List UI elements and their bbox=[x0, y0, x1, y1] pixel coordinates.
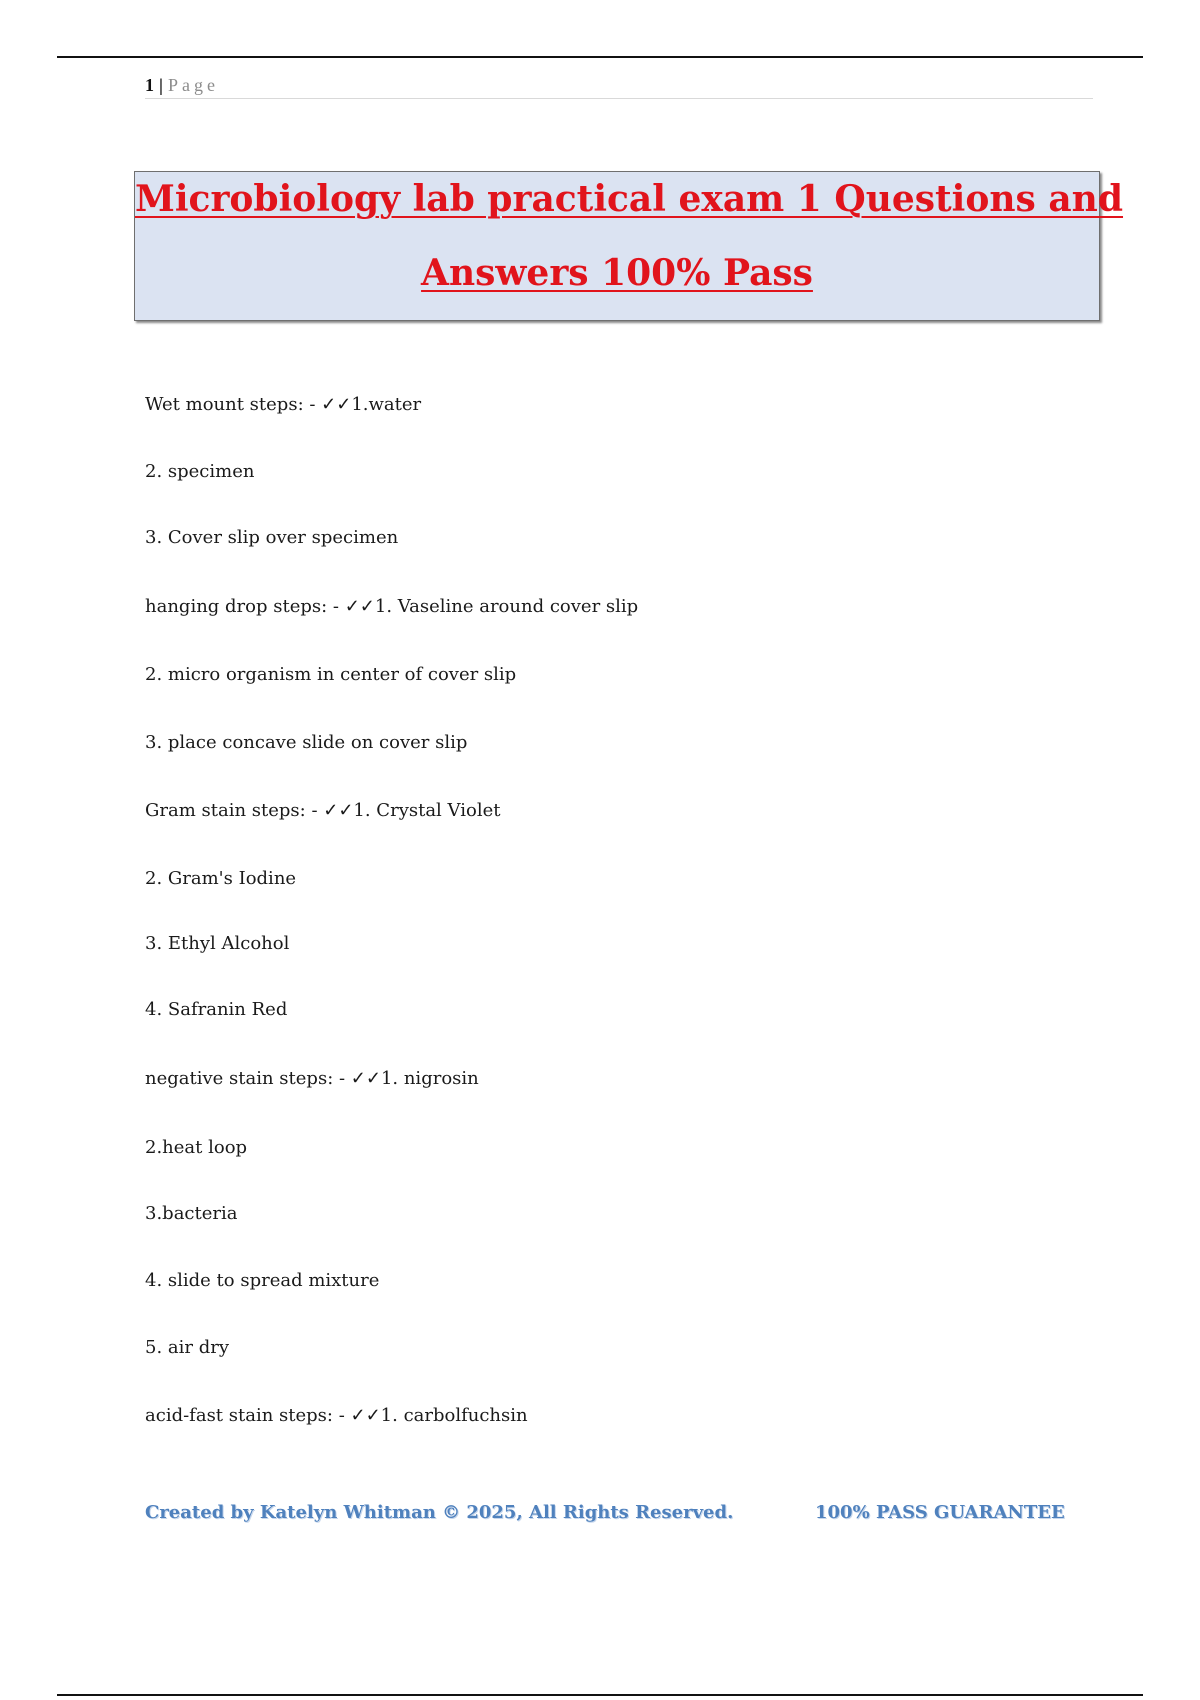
question-negative-stain: negative stain steps: - ✓✓1. nigrosin bbox=[145, 1068, 479, 1089]
answer-line: 4. slide to spread mixture bbox=[145, 1270, 380, 1291]
bottom-rule bbox=[57, 1694, 1143, 1696]
question-hanging-drop: hanging drop steps: - ✓✓1. Vaseline around cover slip bbox=[145, 596, 639, 617]
answer-line: 2. specimen bbox=[145, 461, 255, 482]
page-header bbox=[145, 72, 1093, 99]
page-label: Page bbox=[167, 75, 219, 95]
answer-line: 3. Ethyl Alcohol bbox=[145, 933, 290, 954]
title-box bbox=[134, 171, 1124, 321]
answer-line: 2.heat loop bbox=[145, 1137, 248, 1158]
answer-line: 2. Gram's Iodine bbox=[145, 868, 297, 889]
answer-line: 3. place concave slide on cover slip bbox=[145, 732, 468, 753]
footer-guarantee: 100% PASS GUARANTEE bbox=[815, 1502, 1065, 1523]
question-wet-mount: Wet mount steps: - ✓✓1.water bbox=[145, 394, 422, 415]
footer-copyright: Created by Katelyn Whitman © 2025, All Rights Reserved. bbox=[145, 1502, 734, 1523]
page-separator: | bbox=[159, 75, 163, 95]
question-acid-fast-stain: acid-fast stain steps: - ✓✓1. carbolfuchsin bbox=[145, 1405, 528, 1426]
top-rule bbox=[57, 56, 1143, 58]
answer-line: 3. Cover slip over specimen bbox=[145, 527, 399, 548]
page-number: 1 bbox=[145, 75, 154, 95]
answer-line: 3.bacteria bbox=[145, 1203, 238, 1224]
answer-line: 2. micro organism in center of cover slip bbox=[145, 664, 517, 685]
answer-line: 5. air dry bbox=[145, 1337, 230, 1358]
document-title-line-2: Answers 100% Pass bbox=[421, 252, 813, 294]
question-gram-stain: Gram stain steps: - ✓✓1. Crystal Violet bbox=[145, 800, 501, 821]
answer-line: 4. Safranin Red bbox=[145, 999, 288, 1020]
document-title-line-1: Microbiology lab practical exam 1 Questions and bbox=[135, 178, 1124, 220]
